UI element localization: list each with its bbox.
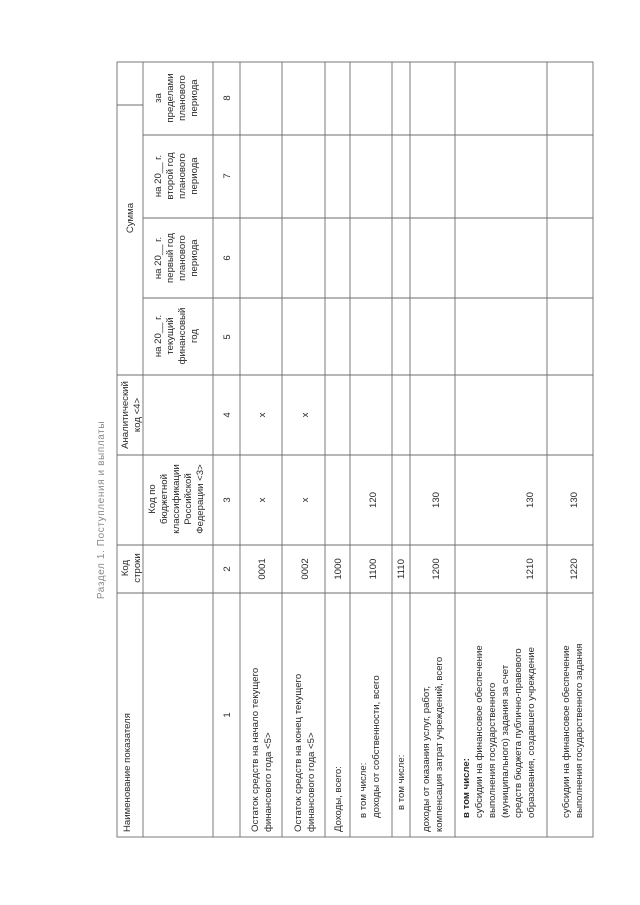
table-row	[293, 412, 317, 832]
svg-text:Код по: Код по	[147, 484, 158, 514]
header-year-plan-1	[153, 233, 200, 283]
svg-text:x: x	[300, 412, 311, 418]
svg-text:1210: 1210	[525, 558, 536, 580]
column-number: 3	[222, 497, 233, 503]
svg-text:Доходы, всего:: Доходы, всего:	[333, 766, 344, 832]
svg-text:Федерации <3>: Федерации <3>	[195, 464, 206, 534]
svg-text:1110: 1110	[396, 559, 407, 579]
svg-text:в том числе:: в том числе:	[461, 758, 472, 818]
table-row	[421, 492, 445, 832]
svg-text:Остаток средств на конец текущ: Остаток средств на конец текущего	[293, 673, 304, 832]
header-line-code	[120, 553, 143, 582]
svg-text:за: за	[153, 93, 164, 103]
svg-text:1100: 1100	[368, 558, 379, 580]
svg-text:периода: периода	[189, 79, 200, 117]
svg-text:на 20__ г.: на 20__ г.	[153, 236, 164, 280]
svg-text:финансового года <5>: финансового года <5>	[306, 732, 317, 832]
svg-text:Остаток средств на начало теку: Остаток средств на начало текущего	[250, 667, 261, 832]
header-budget-code	[147, 464, 206, 534]
svg-text:компенсация затрат учреждений,: компенсация затрат учреждений, всего	[434, 656, 445, 832]
svg-text:доходы от собственности, всего: доходы от собственности, всего	[371, 675, 382, 818]
svg-text:130: 130	[569, 491, 580, 509]
svg-text:0002: 0002	[300, 558, 311, 580]
header-name: Наименование показателя	[122, 713, 133, 832]
column-number: 1	[222, 712, 233, 718]
header-year-current	[153, 308, 200, 365]
svg-text:текущий: текущий	[165, 317, 176, 355]
svg-text:130: 130	[431, 491, 442, 509]
column-number: 2	[222, 566, 233, 572]
column-number: 8	[222, 95, 233, 101]
svg-text:1200: 1200	[431, 558, 442, 580]
table-row	[358, 492, 382, 818]
svg-text:образования, создавшего учрежд: образования, создавшего учреждение	[526, 647, 537, 818]
svg-text:субсидии на финансовое обеспеч: субсидии на финансовое обеспечение	[561, 645, 572, 818]
table-row	[396, 559, 407, 810]
svg-text:Код: Код	[120, 559, 131, 577]
header-year-beyond	[153, 73, 200, 122]
svg-text:x: x	[257, 412, 268, 418]
column-numbers-row	[222, 95, 233, 717]
svg-text:на 20__ г.: на 20__ г.	[153, 154, 164, 198]
svg-text:x: x	[300, 497, 311, 503]
svg-text:бюджетной: бюджетной	[159, 474, 170, 524]
svg-text:год: год	[189, 328, 200, 344]
table-row	[561, 492, 585, 818]
table-row	[461, 492, 537, 818]
header-sum: Сумма	[125, 202, 136, 234]
section-title: Раздел 1. Поступления и выплаты	[96, 420, 107, 600]
svg-text:130: 130	[525, 491, 536, 509]
svg-text:1000: 1000	[333, 558, 344, 580]
svg-text:на 20__ г.: на 20__ г.	[153, 314, 164, 358]
svg-text:периода: периода	[189, 239, 200, 277]
svg-text:финансовый: финансовый	[177, 307, 188, 365]
svg-text:пределами: пределами	[165, 73, 176, 123]
svg-text:в том числе:: в том числе:	[358, 762, 369, 818]
column-number: 4	[222, 412, 233, 418]
svg-text:доходы от оказания услуг, рабо: доходы от оказания услуг, работ,	[421, 685, 432, 832]
svg-text:второй год: второй год	[165, 152, 176, 200]
header-analytic-code	[120, 381, 143, 449]
column-number: 5	[222, 334, 233, 340]
svg-text:Аналитический: Аналитический	[120, 381, 131, 449]
svg-text:классификации: классификации	[171, 464, 182, 534]
svg-text:Российской: Российской	[183, 473, 194, 525]
svg-text:строки: строки	[132, 553, 143, 583]
table-row	[333, 558, 344, 832]
column-number: 6	[222, 255, 233, 261]
svg-text:0001: 0001	[257, 558, 268, 580]
svg-text:выполнения государственного: выполнения государственного	[487, 682, 498, 818]
svg-text:периода: периода	[189, 157, 200, 195]
svg-text:планового: планового	[177, 153, 188, 199]
svg-text:(муниципального) задания за сч: (муниципального) задания за счет	[500, 664, 511, 818]
svg-text:выполнения государственного за: выполнения государственного задания	[574, 643, 585, 818]
svg-text:планового: планового	[177, 235, 188, 281]
svg-text:средств бюджета публично-право: средств бюджета публично-правового	[513, 648, 524, 818]
column-number: 7	[222, 173, 233, 179]
svg-text:код <4>: код <4>	[132, 397, 143, 433]
svg-text:1220: 1220	[569, 558, 580, 580]
svg-text:x: x	[257, 497, 268, 503]
svg-text:субсидии на финансовое обеспеч: субсидии на финансовое обеспечение	[474, 645, 485, 818]
svg-text:120: 120	[368, 491, 379, 509]
svg-text:планового: планового	[177, 75, 188, 121]
svg-text:первый год: первый год	[165, 233, 176, 283]
header-year-plan-2	[153, 152, 200, 200]
svg-text:в том числе:: в том числе:	[396, 754, 407, 810]
table-row	[250, 412, 274, 832]
svg-text:финансового года <5>: финансового года <5>	[263, 732, 274, 832]
